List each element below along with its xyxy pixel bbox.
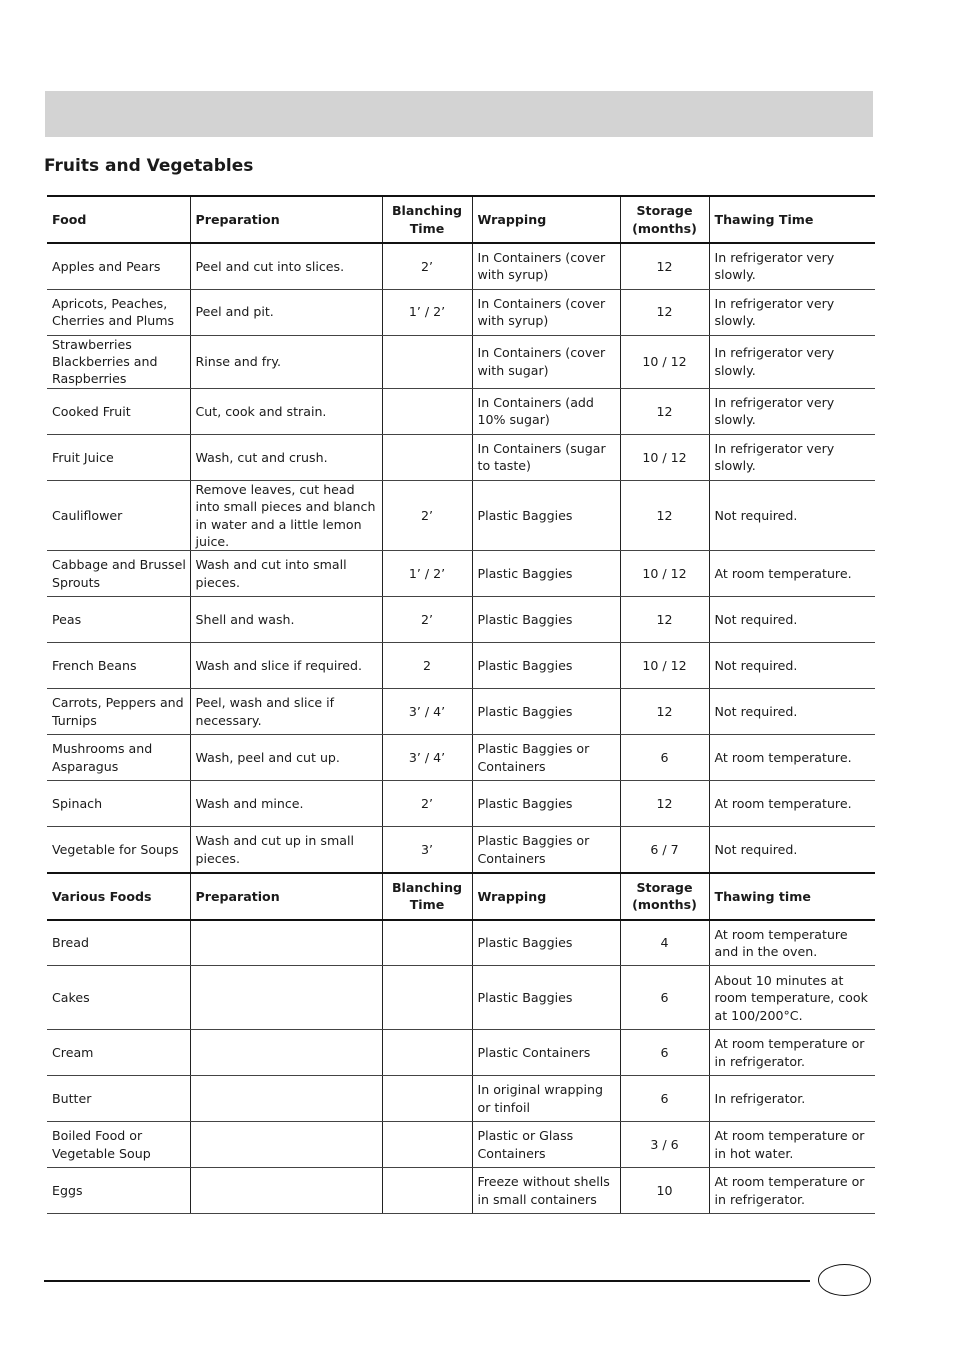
cell-prep xyxy=(190,1030,382,1076)
cell-food: Fruit Juice xyxy=(47,434,190,480)
table-header-row xyxy=(47,873,875,920)
cell-storage: 10 / 12 xyxy=(620,335,709,388)
table-row xyxy=(47,735,875,781)
cell-thaw: In refrigerator very slowly. xyxy=(709,243,875,289)
column-header-thawing: Thawing Time xyxy=(709,196,875,243)
cell-blanch xyxy=(382,966,472,1030)
cell-storage: 6 / 7 xyxy=(620,827,709,873)
cell-wrap: In Containers (cover with sugar) xyxy=(472,335,620,388)
cell-food: Boiled Food or Vegetable Soup xyxy=(47,1122,190,1168)
cell-thaw: In refrigerator very slowly. xyxy=(709,289,875,335)
column-header-wrapping: Wrapping xyxy=(472,873,620,920)
table-row xyxy=(47,597,875,643)
cell-blanch xyxy=(382,335,472,388)
table-row xyxy=(47,551,875,597)
cell-prep xyxy=(190,966,382,1030)
cell-wrap: Freeze without shells in small containers xyxy=(472,1168,620,1214)
cell-prep: Cut, cook and strain. xyxy=(190,388,382,434)
cell-storage: 12 xyxy=(620,781,709,827)
cell-wrap: Plastic Baggies or Containers xyxy=(472,827,620,873)
table-row xyxy=(47,920,875,966)
cell-thaw: About 10 minutes at room temperature, cook at 100/200°C. xyxy=(709,966,875,1030)
cell-blanch xyxy=(382,1122,472,1168)
cell-prep: Peel and cut into slices. xyxy=(190,243,382,289)
cell-thaw: At room temperature or in hot water. xyxy=(709,1122,875,1168)
page-title: Fruits and Vegetables xyxy=(44,156,254,176)
food-storage-table xyxy=(47,195,875,1214)
column-header-wrapping: Wrapping xyxy=(472,196,620,243)
cell-blanch xyxy=(382,1076,472,1122)
cell-blanch xyxy=(382,920,472,966)
table-row xyxy=(47,289,875,335)
cell-wrap: Plastic Baggies xyxy=(472,643,620,689)
cell-storage: 3 / 6 xyxy=(620,1122,709,1168)
cell-blanch: 2’ xyxy=(382,243,472,289)
table-row xyxy=(47,1168,875,1214)
cell-food: Apples and Pears xyxy=(47,243,190,289)
cell-thaw: Not required. xyxy=(709,689,875,735)
cell-storage: 12 xyxy=(620,480,709,551)
cell-wrap: In Containers (sugar to taste) xyxy=(472,434,620,480)
cell-prep xyxy=(190,1122,382,1168)
header-band xyxy=(45,91,873,137)
table-row xyxy=(47,388,875,434)
cell-thaw: In refrigerator. xyxy=(709,1076,875,1122)
table-row xyxy=(47,966,875,1030)
cell-storage: 10 / 12 xyxy=(620,551,709,597)
column-header-thawing: Thawing time xyxy=(709,873,875,920)
cell-storage: 6 xyxy=(620,1076,709,1122)
cell-wrap: Plastic Baggies xyxy=(472,597,620,643)
cell-blanch: 2’ xyxy=(382,480,472,551)
footer-rule xyxy=(44,1280,810,1282)
table-header-row xyxy=(47,196,875,243)
cell-prep: Peel and pit. xyxy=(190,289,382,335)
cell-thaw: At room temperature. xyxy=(709,551,875,597)
cell-thaw: At room temperature and in the oven. xyxy=(709,920,875,966)
cell-food: Cooked Fruit xyxy=(47,388,190,434)
table-row xyxy=(47,335,875,388)
cell-storage: 12 xyxy=(620,289,709,335)
cell-blanch xyxy=(382,388,472,434)
cell-food: Carrots, Peppers and Turnips xyxy=(47,689,190,735)
cell-prep xyxy=(190,920,382,966)
cell-storage: 10 / 12 xyxy=(620,434,709,480)
cell-prep: Shell and wash. xyxy=(190,597,382,643)
column-header-food: Food xyxy=(47,196,190,243)
cell-wrap: Plastic Baggies xyxy=(472,480,620,551)
cell-food: Cakes xyxy=(47,966,190,1030)
cell-blanch: 2’ xyxy=(382,597,472,643)
cell-prep: Wash, peel and cut up. xyxy=(190,735,382,781)
cell-wrap: Plastic Baggies xyxy=(472,920,620,966)
cell-thaw: Not required. xyxy=(709,597,875,643)
cell-storage: 4 xyxy=(620,920,709,966)
table-row xyxy=(47,827,875,873)
cell-thaw: Not required. xyxy=(709,643,875,689)
cell-thaw: In refrigerator very slowly. xyxy=(709,335,875,388)
cell-wrap: Plastic Baggies xyxy=(472,966,620,1030)
cell-prep xyxy=(190,1076,382,1122)
cell-prep: Wash and cut into small pieces. xyxy=(190,551,382,597)
cell-storage: 10 xyxy=(620,1168,709,1214)
cell-prep: Wash and cut up in small pieces. xyxy=(190,827,382,873)
cell-wrap: Plastic Baggies xyxy=(472,781,620,827)
table-row xyxy=(47,243,875,289)
cell-storage: 6 xyxy=(620,966,709,1030)
table-row xyxy=(47,1122,875,1168)
cell-blanch: 3’ xyxy=(382,827,472,873)
cell-food: Cream xyxy=(47,1030,190,1076)
cell-wrap: Plastic or Glass Containers xyxy=(472,1122,620,1168)
cell-storage: 6 xyxy=(620,735,709,781)
cell-thaw: At room temperature. xyxy=(709,735,875,781)
cell-thaw: At room temperature. xyxy=(709,781,875,827)
cell-food: Strawberries Blackberries and Raspberries xyxy=(47,335,190,388)
cell-prep: Peel, wash and slice if necessary. xyxy=(190,689,382,735)
cell-storage: 12 xyxy=(620,243,709,289)
cell-blanch: 2 xyxy=(382,643,472,689)
cell-storage: 10 / 12 xyxy=(620,643,709,689)
table-row xyxy=(47,689,875,735)
cell-prep xyxy=(190,1168,382,1214)
table-row xyxy=(47,434,875,480)
cell-storage: 12 xyxy=(620,689,709,735)
cell-prep: Rinse and fry. xyxy=(190,335,382,388)
cell-thaw: Not required. xyxy=(709,480,875,551)
cell-food: French Beans xyxy=(47,643,190,689)
cell-thaw: At room temperature or in refrigerator. xyxy=(709,1030,875,1076)
cell-food: Cauliflower xyxy=(47,480,190,551)
table-row xyxy=(47,480,875,551)
column-header-storage: Storage (months) xyxy=(620,196,709,243)
cell-blanch: 1’ / 2’ xyxy=(382,289,472,335)
cell-blanch: 3’ / 4’ xyxy=(382,735,472,781)
cell-food: Butter xyxy=(47,1076,190,1122)
table-row xyxy=(47,1030,875,1076)
cell-thaw: In refrigerator very slowly. xyxy=(709,434,875,480)
cell-prep: Wash and slice if required. xyxy=(190,643,382,689)
cell-storage: 6 xyxy=(620,1030,709,1076)
column-header-preparation: Preparation xyxy=(190,873,382,920)
table-body xyxy=(47,196,875,1214)
cell-wrap: In Containers (cover with syrup) xyxy=(472,289,620,335)
cell-food: Vegetable for Soups xyxy=(47,827,190,873)
cell-blanch: 2’ xyxy=(382,781,472,827)
cell-thaw: Not required. xyxy=(709,827,875,873)
cell-storage: 12 xyxy=(620,597,709,643)
cell-storage: 12 xyxy=(620,388,709,434)
cell-wrap: In Containers (add 10% sugar) xyxy=(472,388,620,434)
cell-blanch: 1’ / 2’ xyxy=(382,551,472,597)
cell-food: Bread xyxy=(47,920,190,966)
column-header-preparation: Preparation xyxy=(190,196,382,243)
cell-food: Cabbage and Brussel Sprouts xyxy=(47,551,190,597)
cell-wrap: Plastic Baggies xyxy=(472,551,620,597)
cell-food: Mushrooms and Asparagus xyxy=(47,735,190,781)
cell-thaw: At room temperature or in refrigerator. xyxy=(709,1168,875,1214)
table-row xyxy=(47,781,875,827)
column-header-blanching: Blanching Time xyxy=(382,196,472,243)
cell-blanch xyxy=(382,434,472,480)
cell-blanch xyxy=(382,1030,472,1076)
table-row xyxy=(47,643,875,689)
cell-wrap: Plastic Baggies or Containers xyxy=(472,735,620,781)
cell-food: Peas xyxy=(47,597,190,643)
column-header-storage: Storage (months) xyxy=(620,873,709,920)
column-header-food: Various Foods xyxy=(47,873,190,920)
cell-wrap: Plastic Containers xyxy=(472,1030,620,1076)
cell-wrap: Plastic Baggies xyxy=(472,689,620,735)
cell-thaw: In refrigerator very slowly. xyxy=(709,388,875,434)
cell-prep: Remove leaves, cut head into small pieces and blanch in water and a little lemon juice. xyxy=(190,480,382,551)
page-number-oval xyxy=(818,1264,871,1296)
column-header-blanching: Blanching Time xyxy=(382,873,472,920)
cell-food: Spinach xyxy=(47,781,190,827)
cell-prep: Wash and mince. xyxy=(190,781,382,827)
cell-blanch: 3’ / 4’ xyxy=(382,689,472,735)
cell-food: Eggs xyxy=(47,1168,190,1214)
cell-food: Apricots, Peaches, Cherries and Plums xyxy=(47,289,190,335)
cell-blanch xyxy=(382,1168,472,1214)
cell-prep: Wash, cut and crush. xyxy=(190,434,382,480)
table-row xyxy=(47,1076,875,1122)
cell-wrap: In Containers (cover with syrup) xyxy=(472,243,620,289)
cell-wrap: In original wrapping or tinfoil xyxy=(472,1076,620,1122)
